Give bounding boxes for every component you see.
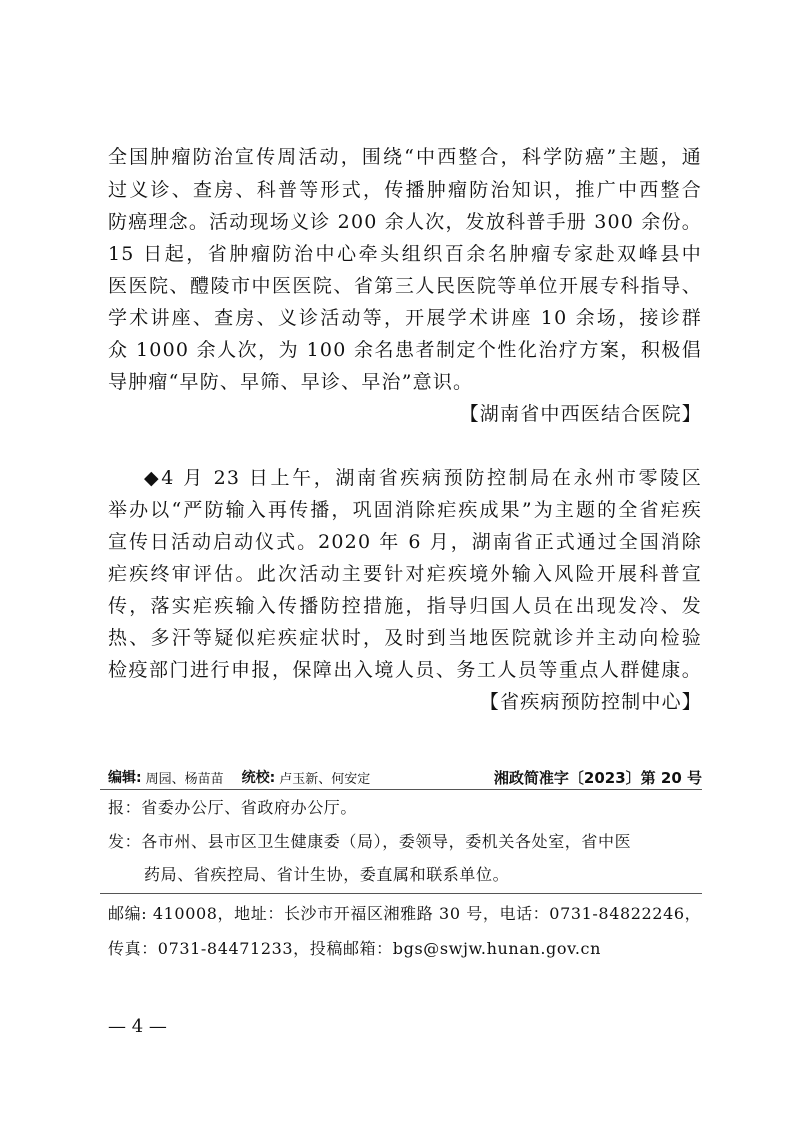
editor-value: 周园、杨苗苗: [145, 771, 224, 787]
contact-line: 邮编: 410008，地址：长沙市开福区湘雅路 30 号，电话：0731-84822246，: [108, 904, 702, 923]
para2-line: 检疫部门进行申报，保障出入境人员、务工人员等重点人群健康。: [108, 659, 702, 681]
editor-label: 编辑:: [108, 770, 142, 786]
send-line: 药局、省疾控局、省计生协，委直属和联系单位。: [144, 865, 510, 884]
para1-source: 【湖南省中西医结合医院】: [459, 403, 702, 425]
para1-line: 众 1000 余人次，为 100 余名患者制定个性化治疗方案，积极倡: [108, 339, 702, 361]
proof-label: 统校:: [241, 770, 276, 786]
para1-line: 导肿瘤“早防、早筛、早诊、早治”意识。: [108, 371, 474, 393]
para2-line: 热、多汗等疑似疟疾症状时，及时到当地医院就诊并主动向检验: [108, 627, 702, 649]
para2-line: 宣传日活动启动仪式。2020 年 6 月，湖南省正式通过全国消除: [108, 531, 702, 553]
send-line: 发：各市州、县市区卫生健康委（局），委领导，委机关各处室，省中医: [108, 832, 632, 851]
para1-line: 防癌理念。活动现场义诊 200 余人次，发放科普手册 300 余份。: [108, 211, 702, 233]
para1-line: 学术讲座、查房、义诊活动等，开展学术讲座 10 余场，接诊群: [108, 307, 702, 329]
para2-line: ◆4 月 23 日上午，湖南省疾病预防控制局在永州市零陵区: [144, 467, 702, 489]
para1-line: 15 日起，省肿瘤防治中心牵头组织百余名肿瘤专家赴双峰县中: [108, 243, 702, 265]
editor-info: [108, 766, 702, 788]
report-line: 报：省委办公厅、省政府办公厅。: [108, 798, 358, 817]
divider-line: [100, 893, 702, 894]
para1-line: 全国肿瘤防治宣传周活动，围绕“中西整合，科学防癌”主题，通: [108, 146, 702, 168]
para2-line: 传，落实疟疾输入传播防控措施，指导归国人员在出现发冷、发: [108, 595, 702, 617]
page-number: — 4 —: [108, 1016, 167, 1037]
proof-value: 卢玉新、何安定: [279, 771, 371, 787]
para1-line: 过义诊、查房、科普等形式，传播肿瘤防治知识，推广中西整合: [108, 179, 702, 201]
contact-line: 传真：0731-84471233，投稿邮箱：bgs@swjw.hunan.gov.cn: [108, 939, 602, 958]
para2-line: 疟疾终审评估。此次活动主要针对疟疾境外输入风险开展科普宣: [108, 563, 702, 585]
para2-line: 举办以“严防输入再传播，巩固消除疟疾成果”为主题的全省疟疾: [108, 499, 702, 521]
document-number: 湘政简准字〔2023〕第 20 号: [493, 768, 702, 787]
para1-line: 医医院、醴陵市中医医院、省第三人民医院等单位开展专科指导、: [108, 275, 702, 297]
para2-source: 【省疾病预防控制中心】: [479, 691, 702, 713]
divider-line: [100, 789, 702, 790]
